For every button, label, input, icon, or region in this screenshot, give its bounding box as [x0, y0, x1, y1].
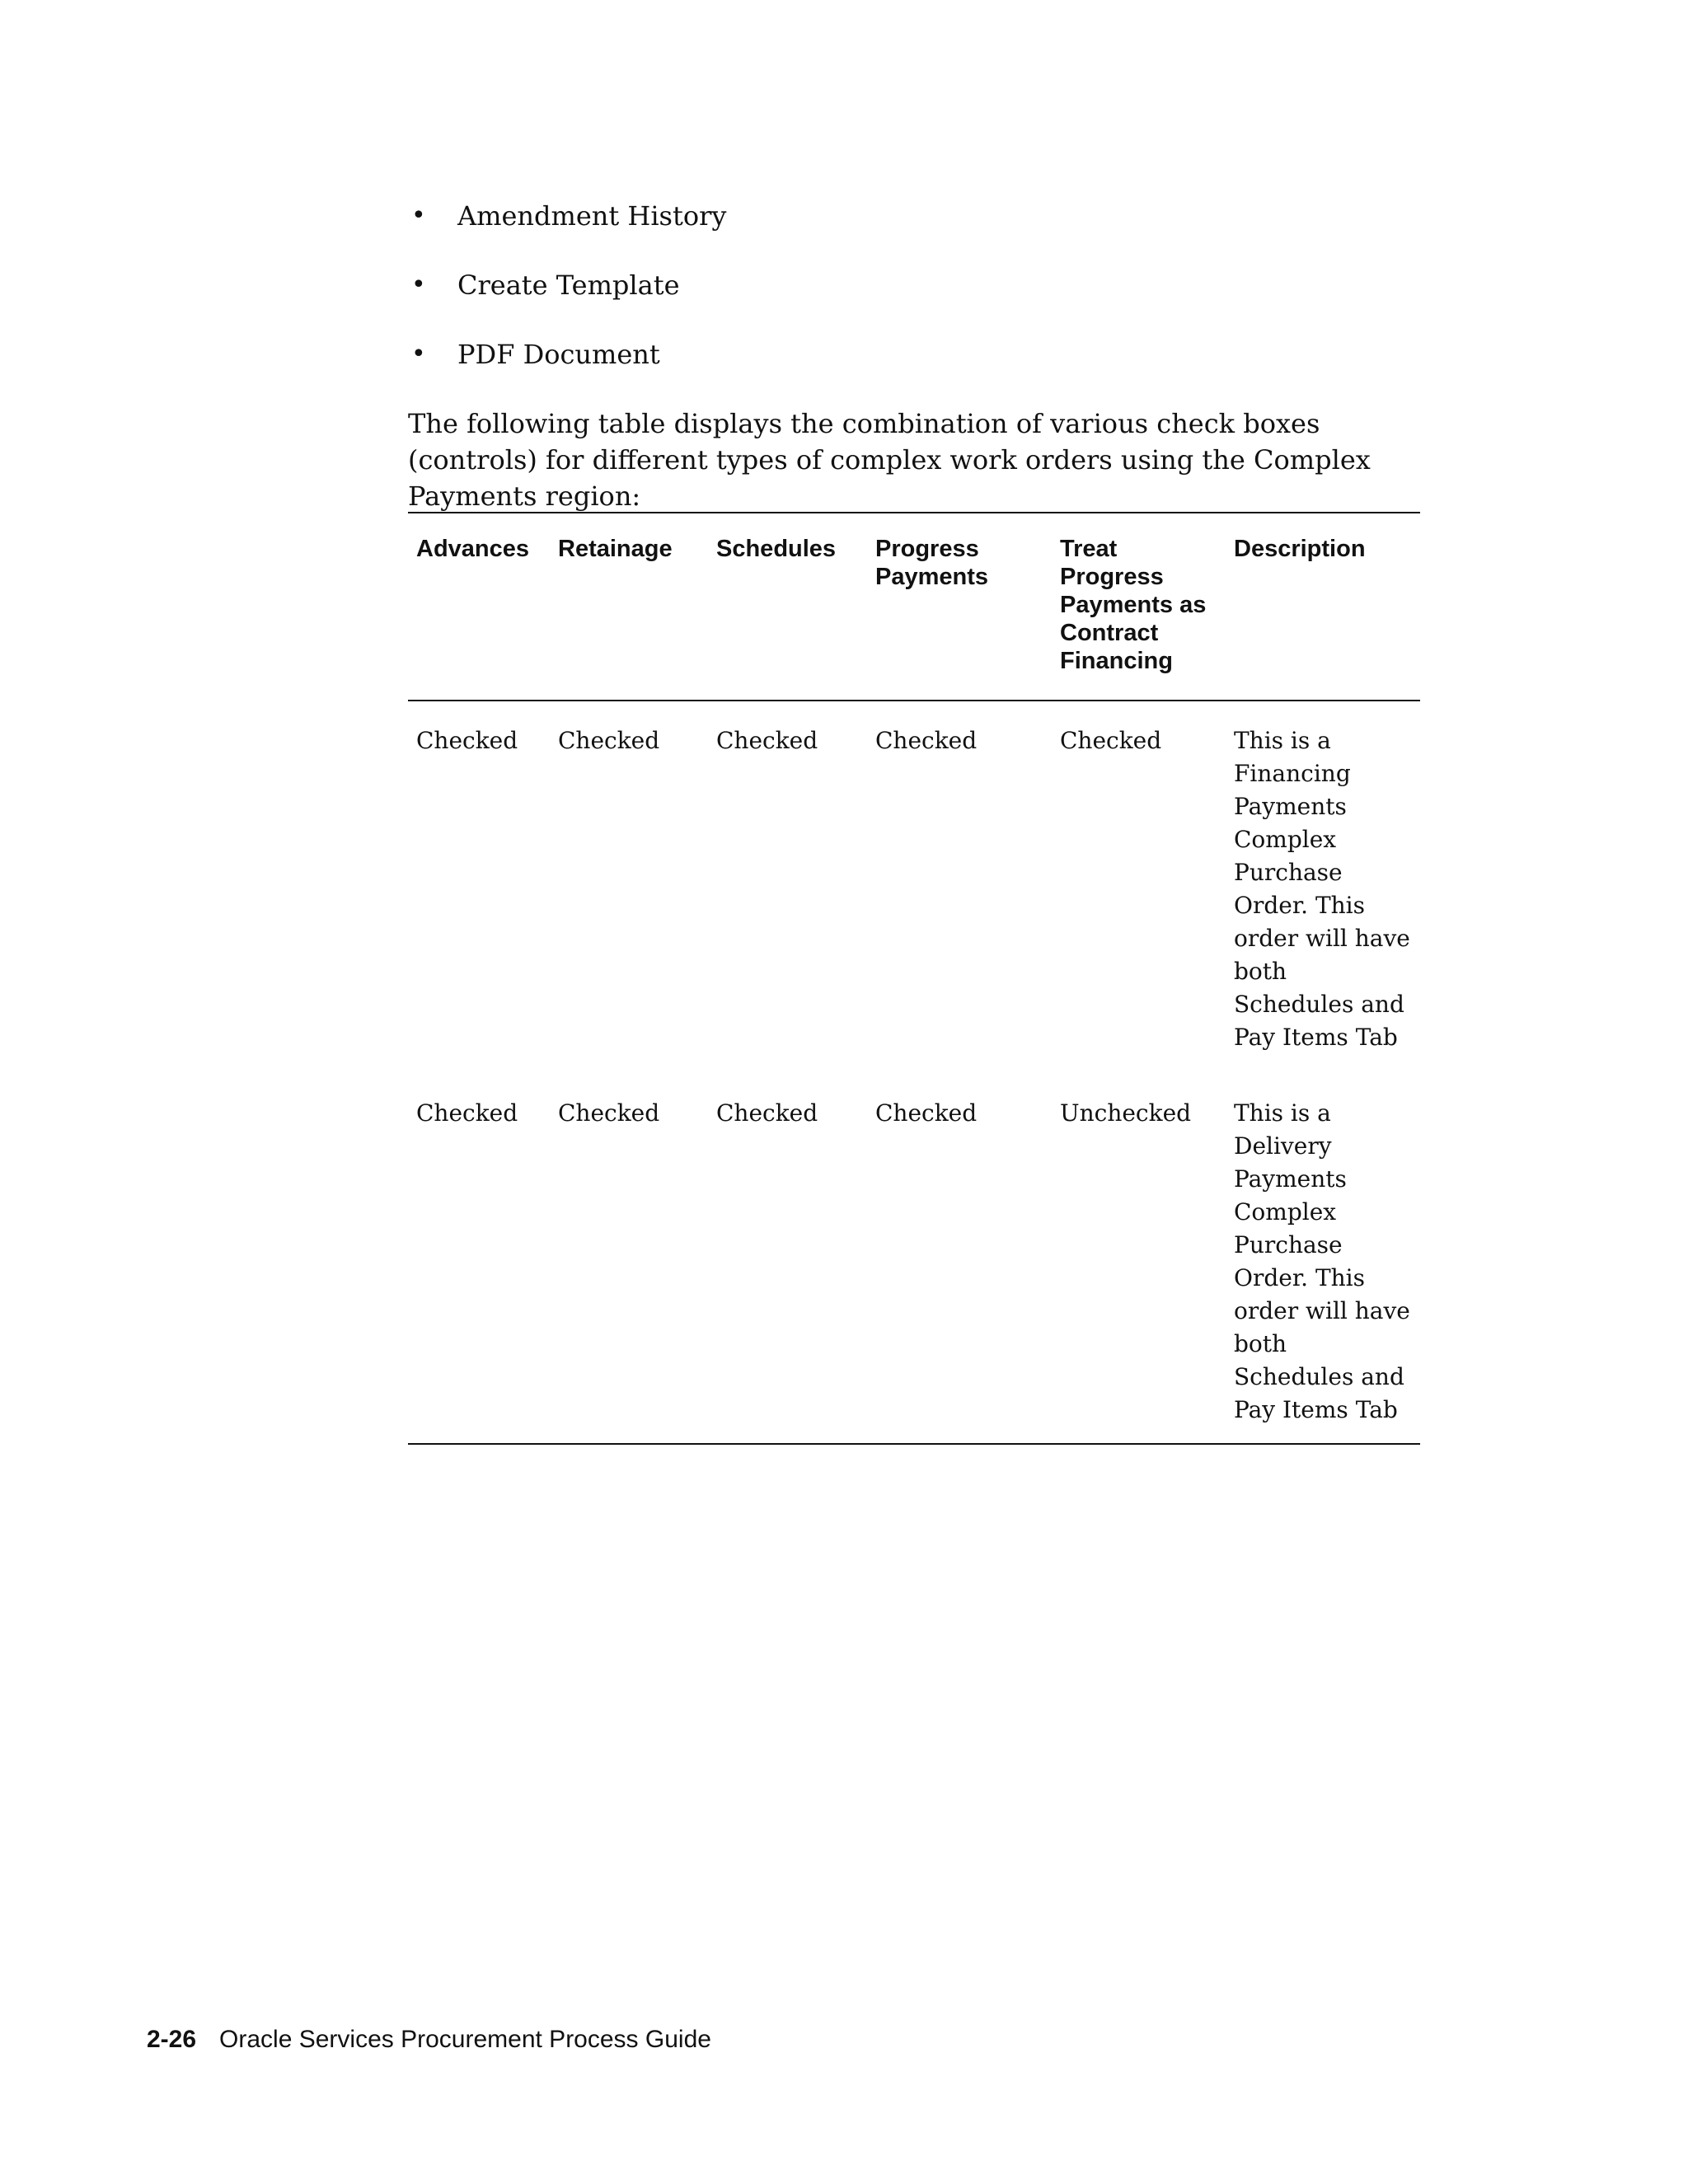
page-footer: [147, 2023, 711, 2056]
table-row: [408, 701, 1420, 1097]
table-cell: Checked: [416, 1099, 518, 1127]
page-number: 2-26: [147, 2026, 197, 2053]
column-header: Treat Progress Payments as Contract Financing: [1060, 536, 1207, 674]
bullet-dot-icon: •: [411, 270, 426, 299]
bullet-dot-icon: •: [411, 201, 426, 230]
controls-table: [408, 512, 1420, 1445]
table-cell: Unchecked: [1060, 1099, 1192, 1127]
table-cell: This is a Financing Payments Complex Purchase Order. This order will have both Schedules and Pay Items Tab: [1234, 727, 1410, 1051]
bullet-label: Create Template: [457, 269, 680, 301]
document-title: Oracle Services Procurement Process Guide: [219, 2026, 711, 2053]
table-header-row: [408, 513, 1420, 701]
column-header: Advances: [416, 536, 530, 562]
table-cell: Checked: [558, 1099, 660, 1127]
bullet-item: [408, 265, 726, 335]
table-cell: Checked: [1060, 727, 1162, 754]
table-cell: Checked: [875, 1099, 978, 1127]
bullet-item: [408, 335, 726, 404]
column-header: Schedules: [716, 536, 837, 562]
column-header: Retainage: [558, 536, 673, 562]
intro-paragraph: The following table displays the combination of various check boxes (controls) for different types of complex work orders using the Complex Payments region:: [408, 408, 1371, 512]
table-cell: This is a Delivery Payments Complex Purchase Order. This order will have both Schedules and Pay Items Tab: [1234, 1099, 1410, 1423]
table-cell: Checked: [716, 1099, 818, 1127]
bullet-list: [408, 196, 726, 404]
table-cell: Checked: [558, 727, 660, 754]
table-row: [408, 1097, 1420, 1444]
bullet-label: Amendment History: [457, 200, 727, 232]
bullet-item: [408, 196, 726, 265]
table-cell: Checked: [716, 727, 818, 754]
table-cell: Checked: [416, 727, 518, 754]
column-header: Progress Payments: [875, 536, 989, 590]
bullet-label: PDF Document: [457, 339, 660, 370]
bullet-dot-icon: •: [411, 340, 426, 368]
column-header: Description: [1234, 536, 1366, 562]
table-cell: Checked: [875, 727, 978, 754]
controls-table-wrapper: [408, 512, 1420, 1445]
